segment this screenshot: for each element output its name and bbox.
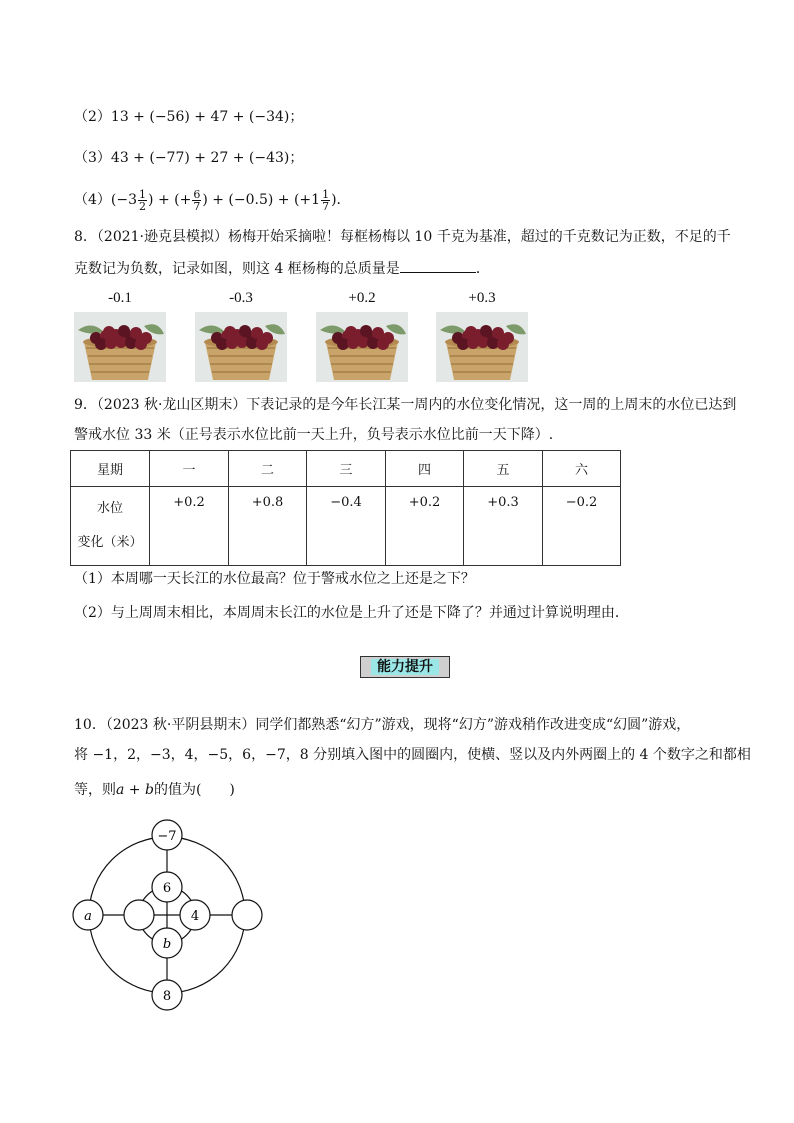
svg-text:4: 4: [190, 909, 200, 924]
row-label: 水位 变化（米）: [71, 487, 150, 566]
bayberry-basket-image: [195, 312, 287, 382]
bayberry-basket-image: [316, 312, 408, 382]
svg-text:a: a: [84, 909, 92, 924]
basket-label: -0.3: [229, 290, 253, 306]
table-value-row: [71, 487, 621, 566]
value-3: −0.4: [307, 487, 386, 566]
day-6: 六: [543, 451, 621, 487]
value-6: −0.2: [543, 487, 621, 566]
q8-line-2: 克数记为负数，记录如图，则这 4 框杨梅的总质量是 ．: [74, 258, 490, 278]
magic-circle-diagram: [70, 815, 270, 1015]
node-inner-top: [152, 872, 182, 902]
node-inner-right: [180, 900, 210, 930]
q9-sub-2: （2）与上周周末相比，本周周末长江的水位是上升了还是下降了？并通过计算说明理由．: [74, 605, 629, 621]
node-left: [73, 900, 103, 930]
fraction-6-7: $\frac{6}{7}$: [193, 187, 201, 213]
svg-text:8: 8: [162, 989, 172, 1004]
value-5: +0.3: [464, 487, 543, 566]
header-label: 星期: [71, 451, 150, 487]
node-top: [152, 820, 182, 850]
svg-text:b: b: [162, 937, 172, 952]
math-a-plus-b: a + b: [116, 782, 154, 798]
q9-line-1: 9．（2023 秋·龙山区期末）下表记录的是今年长江某一周内的水位变化情况，这一周的上周末的水位已达到: [74, 397, 737, 413]
value-4: +0.2: [386, 487, 464, 566]
node-inner-bottom: [152, 928, 182, 958]
q8-line-1: 8．（2021·逊克县模拟）杨梅开始采摘啦！每框杨梅以 10 千克为基准，超过的千克数记为正数，不足的千: [74, 229, 731, 245]
value-2: +0.8: [229, 487, 307, 566]
q9-line-2: 警戒水位 33 米（正号表示水位比前一天上升，负号表示水位比前一天下降）.: [74, 427, 554, 443]
day-4: 四: [386, 451, 464, 487]
bayberry-basket-image: [74, 312, 166, 382]
q10-line-3: 等，则a + b的值为( ): [74, 782, 235, 798]
q10-line-2: 将 −1，2，−3，4，−5，6，−7，8 分别填入图中的圆圈内，使横、竖以及内外两圈上的 4 个数字之和都相: [74, 747, 751, 763]
problem-4: （4）(−3 $\frac{1}{2}$ ) + (+ $\frac{6}{7}$ ) + (−0.5) + (+1 $\frac{1}{7}$ )．: [74, 187, 351, 213]
fraction-1-7: $\frac{1}{7}$: [322, 187, 330, 213]
table-header-row: [71, 451, 621, 487]
q9-sub-1: （1）本周哪一天长江的水位最高？位于警戒水位之上还是之下？: [74, 571, 475, 587]
value-1: +0.2: [150, 487, 229, 566]
node-bottom: [152, 980, 182, 1010]
svg-text:−7: −7: [157, 829, 177, 844]
day-2: 二: [229, 451, 307, 487]
basket-label: +0.2: [348, 290, 376, 306]
day-3: 三: [307, 451, 386, 487]
fraction-1-2: $\frac{1}{2}$: [139, 187, 147, 213]
bayberry-basket-image: [436, 312, 528, 382]
problem-2: （2）13 + (−56) + 47 + (−34)；: [74, 109, 304, 125]
node-inner-left: [124, 900, 154, 930]
basket-label: -0.1: [108, 290, 132, 306]
problem-3: （3）43 + (−77) + 27 + (−43)；: [74, 150, 304, 166]
node-right: [232, 900, 262, 930]
water-level-table: [70, 450, 621, 566]
day-1: 一: [150, 451, 229, 487]
basket-label: +0.3: [468, 290, 496, 306]
day-5: 五: [464, 451, 543, 487]
answer-blank: [400, 258, 476, 273]
section-tag: 能力提升: [360, 656, 450, 678]
q10-line-1: 10．（2023 秋·平阴县期末）同学们都熟悉“幻方”游戏，现将“幻方”游戏稍作改进变成“幻圆”游戏，: [74, 717, 691, 733]
svg-text:6: 6: [162, 881, 172, 896]
